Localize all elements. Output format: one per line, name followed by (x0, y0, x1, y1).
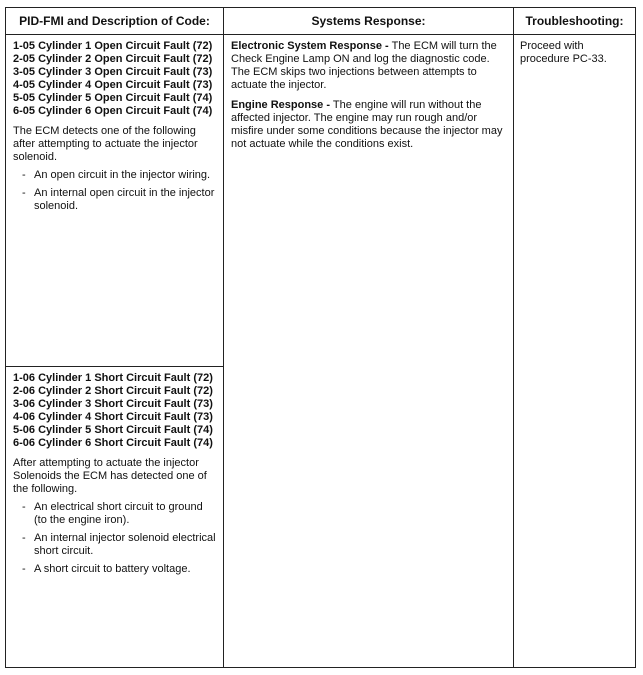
header-pid-fmi: PID-FMI and Description of Code: (6, 8, 224, 35)
code-1-05: 1-05 Cylinder 1 Open Circuit Fault (72) (13, 40, 213, 52)
bullet-dash: - (22, 187, 26, 199)
bullet-dash: - (22, 563, 26, 575)
code-1-06: 1-06 Cylinder 1 Short Circuit Fault (72) (13, 372, 213, 384)
list-item: - An open circuit in the injector wiring. (22, 169, 211, 181)
list-item: - An electrical short circuit to ground (to the engine iron). (22, 501, 203, 526)
code-6-06: 6-06 Cylinder 6 Short Circuit Fault (74) (13, 437, 213, 449)
list-item: - A short circuit to battery voltage. (22, 563, 191, 575)
code-5-06: 5-06 Cylinder 5 Short Circuit Fault (74) (13, 424, 213, 436)
short-circuit-description: After attempting to actuate the injector Solenoids the ECM has detected one of the following. (13, 457, 207, 495)
engine-response-text: The engine will run without the affected injector. The engine may run rough and/or misfire under some conditions because the injector may not actuate while the conditions exist. (231, 99, 503, 150)
code-4-06: 4-06 Cylinder 4 Short Circuit Fault (73) (13, 411, 213, 423)
code-3-06: 3-06 Cylinder 3 Short Circuit Fault (73) (13, 398, 213, 410)
header-troubleshooting: Troubleshooting: (514, 8, 636, 35)
electronic-system-response (231, 40, 507, 92)
code-4-05: 4-05 Cylinder 4 Open Circuit Fault (73) (13, 79, 213, 91)
short-circuit-cell (6, 367, 224, 668)
short-circuit-causes (13, 501, 217, 576)
open-circuit-description: The ECM detects one of the following after attempting to actuate the injector solenoid. (13, 125, 198, 163)
code-5-05: 5-05 Cylinder 5 Open Circuit Fault (74) (13, 92, 213, 104)
code-2-06: 2-06 Cylinder 2 Short Circuit Fault (72) (13, 385, 213, 397)
code-3-05: 3-05 Cylinder 3 Open Circuit Fault (73) (13, 66, 213, 78)
open-circuit-row (6, 35, 636, 367)
engine-response (231, 99, 507, 151)
systems-response-cell (224, 35, 514, 668)
list-item: - An internal injector solenoid electrical short circuit. (22, 532, 216, 557)
engine-response-label: Engine Response - (231, 99, 331, 111)
bullet-dash: - (22, 169, 26, 181)
header-systems-response: Systems Response: (224, 8, 514, 35)
code-2-05: 2-05 Cylinder 2 Open Circuit Fault (72) (13, 53, 213, 65)
electronic-response-label: Electronic System Response - (231, 40, 389, 52)
bullet-dash: - (22, 501, 26, 513)
list-item: - An internal open circuit in the injector solenoid. (22, 187, 215, 212)
open-circuit-causes (13, 169, 217, 213)
open-circuit-cell (6, 35, 224, 367)
troubleshooting-cell (514, 35, 636, 668)
fault-code-table (5, 7, 636, 668)
electronic-response-text: The ECM will turn the Check Engine Lamp ON and log the diagnostic code. The ECM skips two injections between attempts to actuate the injector. (231, 40, 497, 91)
header-row (6, 8, 636, 35)
code-6-05: 6-05 Cylinder 6 Open Circuit Fault (74) (13, 105, 213, 117)
bullet-dash: - (22, 532, 26, 544)
troubleshooting-text: Proceed with procedure PC-33. (520, 40, 607, 65)
